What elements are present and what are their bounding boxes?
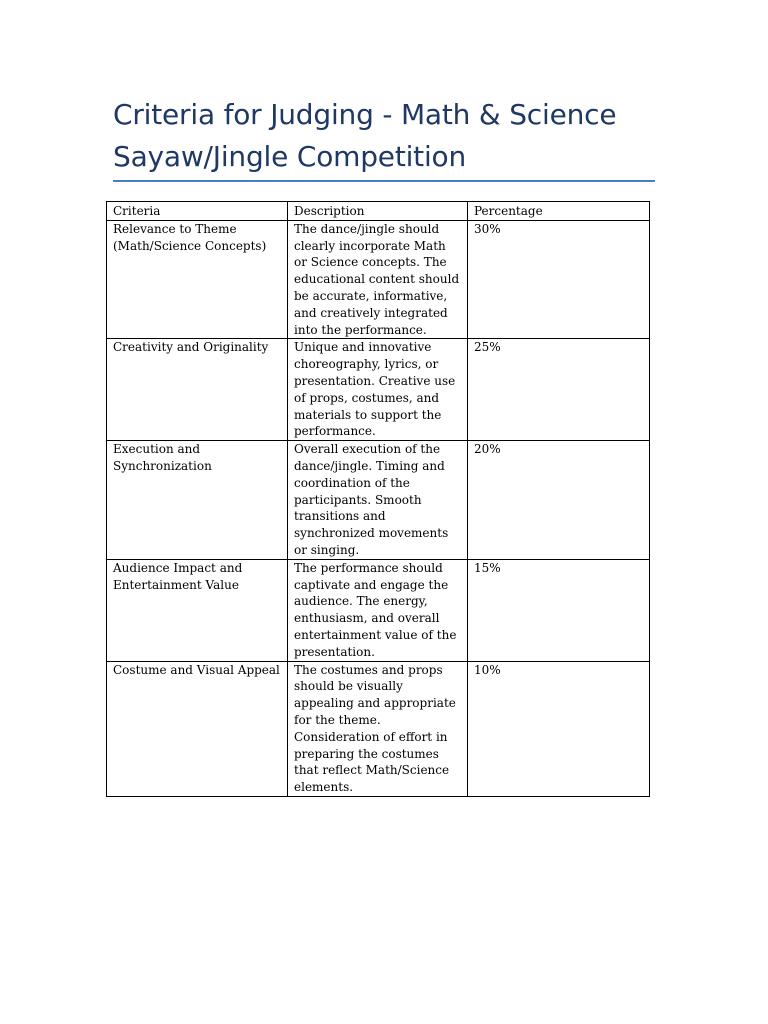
header-criteria: Criteria — [107, 202, 288, 221]
criteria-table — [106, 201, 650, 797]
description-cell: Overall execution of the dance/jingle. Timing and coordination of the participants. Smooth transitions and synchronized movements or singing. — [288, 441, 468, 560]
document-title: Criteria for Judging - Math & Science Sayaw/Jingle Competition — [113, 98, 617, 173]
criteria-cell: Execution and Synchronization — [107, 441, 288, 560]
criteria-cell: Creativity and Originality — [107, 339, 288, 441]
description-cell: Unique and innovative choreography, lyrics, or presentation. Creative use of props, costumes, and materials to support the performance. — [288, 339, 468, 441]
description-cell: The performance should captivate and engage the audience. The energy, enthusiasm, and overall entertainment value of the presentation. — [288, 559, 468, 661]
header-description: Description — [288, 202, 468, 221]
table-row — [107, 220, 650, 339]
criteria-cell: Audience Impact and Entertainment Value — [107, 559, 288, 661]
criteria-cell: Costume and Visual Appeal — [107, 661, 288, 796]
title-underline — [113, 180, 655, 182]
percentage-cell: 15% — [468, 559, 650, 661]
table-row — [107, 339, 650, 441]
table-row — [107, 441, 650, 560]
percentage-cell: 30% — [468, 220, 650, 339]
header-percentage: Percentage — [468, 202, 650, 221]
percentage-cell: 25% — [468, 339, 650, 441]
table-row — [107, 559, 650, 661]
description-cell: The costumes and props should be visually appealing and appropriate for the theme. Consideration of effort in preparing the costumes that reflect Math/Science elements. — [288, 661, 468, 796]
percentage-cell: 10% — [468, 661, 650, 796]
table-header-row — [107, 202, 650, 221]
table-row — [107, 661, 650, 796]
description-cell: The dance/jingle should clearly incorporate Math or Science concepts. The educational content should be accurate, informative, and creatively integrated into the performance. — [288, 220, 468, 339]
criteria-cell: Relevance to Theme (Math/Science Concepts) — [107, 220, 288, 339]
percentage-cell: 20% — [468, 441, 650, 560]
